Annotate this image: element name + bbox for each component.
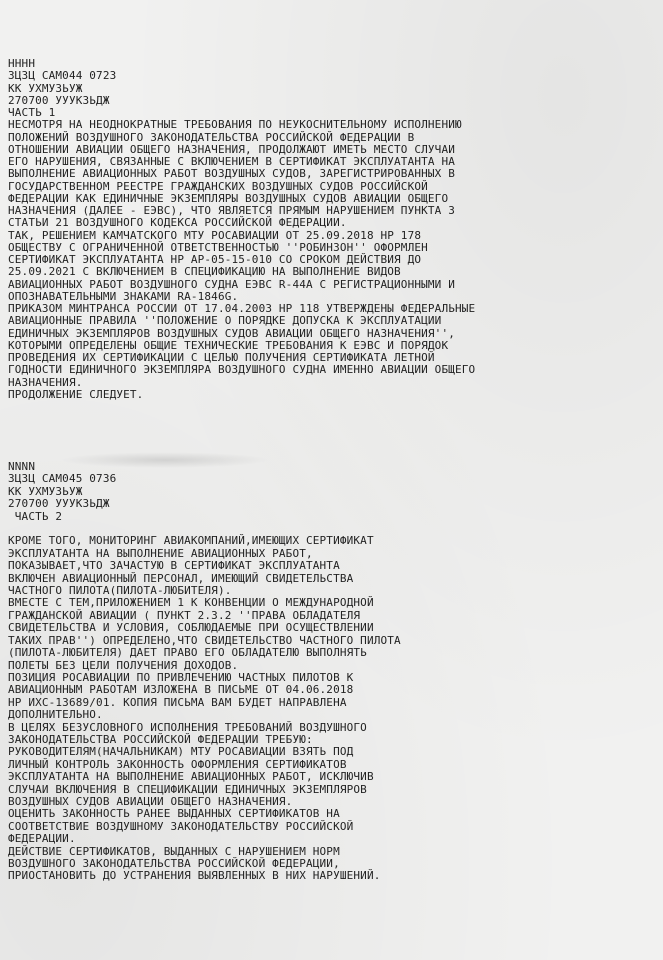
text-line: ОТНОШЕНИИ АВИАЦИИ ОБЩЕГО НАЗНАЧЕНИЯ, ПРОДОЛЖАЮТ ИМЕТЬ МЕСТО СЛУЧАИ: [8, 142, 455, 156]
text-line: ТАКИХ ПРАВ'') ОПРЕДЕЛЕНО,ЧТО СВИДЕТЕЛЬСТВО ЧАСТНОГО ПИЛОТА: [8, 633, 401, 647]
text-line: ЧАСТЬ 2: [8, 509, 63, 523]
text-line: СООТВЕТСТВИЕ ВОЗДУШНОМУ ЗАКОНОДАТЕЛЬСТВУ РОССИЙСКОЙ: [8, 819, 354, 833]
text-line: 270700 УУУКЗЬДЖ: [8, 497, 110, 511]
telegram-part-2: [8, 461, 401, 883]
text-line: НР ИХС-13689/01. КОПИЯ ПИСЬМА ВАМ БУДЕТ НАПРАВЛЕНА: [8, 695, 347, 709]
text-line: ПОЗИЦИЯ РОСАВИАЦИИ ПО ПРИВЛЕЧЕНИЮ ЧАСТНЫХ ПИЛОТОВ К: [8, 670, 354, 684]
text-line: КК УХМУЗЬУЖ: [8, 81, 83, 95]
text-line: ПРИОСТАНОВИТЬ ДО УСТРАНЕНИЯ ВЫЯВЛЕННЫХ В НИХ НАРУШЕНИЙ.: [8, 869, 381, 883]
text-line: ДЕЙСТВИЕ СЕРТИФИКАТОВ, ВЫДАННЫХ С НАРУШЕНИЕМ НОРМ: [8, 844, 340, 858]
text-line: ФЕДЕРАЦИИ КАК ЕДИНИЧНЫЕ ЭКЗЕМПЛЯРЫ ВОЗДУШНЫХ СУДОВ АВИАЦИИ ОБЩЕГО: [8, 191, 449, 205]
text-line: СЕРТИФИКАТ ЭКСПЛУАТАНТА НР АР-05-15-010 СО СРОКОМ ДЕЙСТВИЯ ДО: [8, 253, 422, 266]
text-line: ГОСУДАРСТВЕННОМ РЕЕСТРЕ ГРАЖДАНСКИХ ВОЗДУШНЫХ СУДОВ РОССИЙСКОЙ: [8, 179, 428, 193]
text-line: ЭКСПЛУАТАНТА НА ВЫПОЛНЕНИЕ АВИАЦИОННЫХ РАБОТ,: [8, 546, 313, 560]
text-line: ЕДИНИЧНЫХ ЭКЗЕМПЛЯРОВ ВОЗДУШНЫХ СУДОВ АВИАЦИИ ОБЩЕГО НАЗНАЧЕНИЯ'',: [8, 326, 455, 340]
text-line: КОТОРЫМИ ОПРЕДЕЛЕНЫ ОБЩИЕ ТЕХНИЧЕСКИЕ ТРЕБОВАНИЯ К ЕЭВС И ПОРЯДОК: [8, 338, 449, 352]
text-line: НННН: [8, 57, 36, 70]
text-line: ГОДНОСТИ ЕДИНИЧНОГО ЭКЗЕМПЛЯРА ВОЗДУШНОГО СУДНА ИМЕННО АВИАЦИИ ОБЩЕГО: [8, 363, 476, 377]
text-line: АВИАЦИОННЫМ РАБОТАМ ИЗЛОЖЕНА В ПИСЬМЕ ОТ 04.06.2018: [8, 683, 354, 697]
text-line: ПОЛОЖЕНИЙ ВОЗДУШНОГО ЗАКОНОДАТЕЛЬСТВА РОССИЙСКОЙ ФЕДЕРАЦИИ В: [8, 130, 415, 144]
text-line: ВОЗДУШНЫХ СУДОВ АВИАЦИИ ОБЩЕГО НАЗНАЧЕНИЯ.: [8, 794, 293, 808]
text-line: ЛИЧНЫЙ КОНТРОЛЬ ЗАКОННОСТЬ ОФОРМЛЕНИЯ СЕРТИФИКАТОВ: [8, 757, 347, 771]
text-line: ФЕДЕРАЦИИ.: [8, 832, 76, 846]
text-line: ПРИКАЗОМ МИНТРАНСА РОССИИ ОТ 17.04.2003 НР 118 УТВЕРЖДЕНЫ ФЕДЕРАЛЬНЫЕ: [8, 302, 476, 315]
text-line: СТАТЬИ 21 ВОЗДУШНОГО КОДЕКСА РОССИЙСКОЙ ФЕДЕРАЦИИ.: [8, 216, 347, 230]
text-line: ВЫПОЛНЕНИЕ АВИАЦИОННЫХ РАБОТ ВОЗДУШНЫХ СУДОВ, ЗАРЕГИСТРИРОВАННЫХ В: [8, 167, 455, 181]
text-line: ОБЩЕСТВУ С ОГРАНИЧЕННОЙ ОТВЕТСТВЕННОСТЬЮ ''РОБИНЗОН'' ОФОРМЛЕН: [8, 240, 428, 254]
text-line: ЕГО НАРУШЕНИЯ, СВЯЗАННЫЕ С ВКЛЮЧЕНИЕМ В СЕРТИФИКАТ ЭКСПЛУАТАНТА НА: [8, 155, 455, 168]
telegram-part-1: [8, 58, 475, 401]
text-line: ТАК, РЕШЕНИЕМ КАМЧАТСКОГО МТУ РОСАВИАЦИИ ОТ 25.09.2018 НР 178: [8, 228, 422, 242]
text-line: 270700 УУУКЗЬДЖ: [8, 93, 110, 107]
text-line: НАЗНАЧЕНИЯ (ДАЛЕЕ - ЕЭВС), ЧТО ЯВЛЯЕТСЯ ПРЯМЫМ НАРУШЕНИЕМ ПУНКТА 3: [8, 204, 455, 217]
text-line: ПРОВЕДЕНИЯ ИХ СЕРТИФИКАЦИИ С ЦЕЛЬЮ ПОЛУЧЕНИЯ СЕРТИФИКАТА ЛЕТНОЙ: [8, 351, 435, 364]
text-line: ПОКАЗЫВАЕТ,ЧТО ЗАЧАСТУЮ В СЕРТИФИКАТ ЭКСПЛУАТАНТА: [8, 559, 340, 573]
text-line: ПРОДОЛЖЕНИЕ СЛЕДУЕТ.: [8, 387, 144, 401]
text-line: В ЦЕЛЯХ БЕЗУСЛОВНОГО ИСПОЛНЕНИЯ ТРЕБОВАНИЙ ВОЗДУШНОГО: [8, 720, 367, 734]
text-line: ОПОЗНАВАТЕЛЬНЫМИ ЗНАКАМИ RA-1846G.: [8, 289, 239, 303]
text-line: СВИДЕТЕЛЬСТВА И УСЛОВИЯ, СОБЛЮДАЕМЫЕ ПРИ ОСУЩЕСТВЛЕНИИ: [8, 621, 374, 635]
text-line: ЭКСПЛУАТАНТА НА ВЫПОЛНЕНИЕ АВИАЦИОННЫХ РАБОТ, ИСКЛЮЧИВ: [8, 770, 374, 784]
text-line: 25.09.2021 С ВКЛЮЧЕНИЕМ В СПЕЦИФИКАЦИЮ НА ВЫПОЛНЕНИЕ ВИДОВ: [8, 265, 401, 279]
text-line: СЛУЧАИ ВКЛЮЧЕНИЯ В СПЕЦИФИКАЦИИ ЕДИНИЧНЫХ ЭКЗЕМПЛЯРОВ: [8, 782, 367, 796]
text-line: ДОПОЛНИТЕЛЬНО.: [8, 708, 103, 722]
text-line: КК УХМУЗЬУЖ: [8, 484, 83, 498]
text-line: НАЗНАЧЕНИЯ.: [8, 375, 83, 389]
text-line: АВИАЦИОННЫЕ ПРАВИЛА ''ПОЛОЖЕНИЕ О ПОРЯДКЕ ДОПУСКА К ЭКСПЛУАТАЦИИ: [8, 314, 442, 328]
text-line: ВОЗДУШНОГО ЗАКОНОДАТЕЛЬСТВА РОССИЙСКОЙ ФЕДЕРАЦИИ,: [8, 857, 340, 870]
text-line: ЗЦЗЦ САМ045 0736: [8, 472, 117, 486]
text-line: РУКОВОДИТЕЛЯМ(НАЧАЛЬНИКАМ) МТУ РОСАВИАЦИИ ВЗЯТЬ ПОД: [8, 745, 354, 759]
text-line: ЧАСТЬ 1: [8, 106, 56, 119]
text-line: ЗАКОНОДАТЕЛЬСТВА РОССИЙСКОЙ ФЕДЕРАЦИИ ТРЕБУЮ:: [8, 732, 313, 746]
text-line: ЗЦЗЦ САМ044 0723: [8, 69, 117, 83]
text-line: НЕСМОТРЯ НА НЕОДНОКРАТНЫЕ ТРЕБОВАНИЯ ПО НЕУКОСНИТЕЛЬНОМУ ИСПОЛНЕНИЮ: [8, 118, 462, 132]
text-line: NNNN: [8, 460, 36, 473]
text-line: ВКЛЮЧЕН АВИАЦИОННЫЙ ПЕРСОНАЛ, ИМЕЮЩИЙ СВИДЕТЕЛЬСТВА: [8, 571, 354, 585]
text-line: ОЦЕНИТЬ ЗАКОННОСТЬ РАНЕЕ ВЫДАННЫХ СЕРТИФИКАТОВ НА: [8, 807, 340, 821]
text-line: ЧАСТНОГО ПИЛОТА(ПИЛОТА-ЛЮБИТЕЛЯ).: [8, 584, 232, 598]
text-line: АВИАЦИОННЫХ РАБОТ ВОЗДУШНОГО СУДНА ЕЭВС R-44А С РЕГИСТРАЦИОННЫМИ И: [8, 277, 455, 291]
text-line: ВМЕСТЕ С ТЕМ,ПРИЛОЖЕНИЕМ 1 К КОНВЕНЦИИ О МЕЖДУНАРОДНОЙ: [8, 596, 374, 610]
text-line: ПОЛЕТЫ БЕЗ ЦЕЛИ ПОЛУЧЕНИЯ ДОХОДОВ.: [8, 658, 239, 672]
text-line: (ПИЛОТА-ЛЮБИТЕЛЯ) ДАЕТ ПРАВО ЕГО ОБЛАДАТЕЛЮ ВЫПОЛНЯТЬ: [8, 646, 367, 660]
text-line: КРОМЕ ТОГО, МОНИТОРИНГ АВИАКОМПАНИЙ,ИМЕЮЩИХ СЕРТИФИКАТ: [8, 534, 374, 548]
text-line: ГРАЖДАНСКОЙ АВИАЦИИ ( ПУНКТ 2.3.2 ''ПРАВА ОБЛАДАТЕЛЯ: [8, 608, 361, 622]
